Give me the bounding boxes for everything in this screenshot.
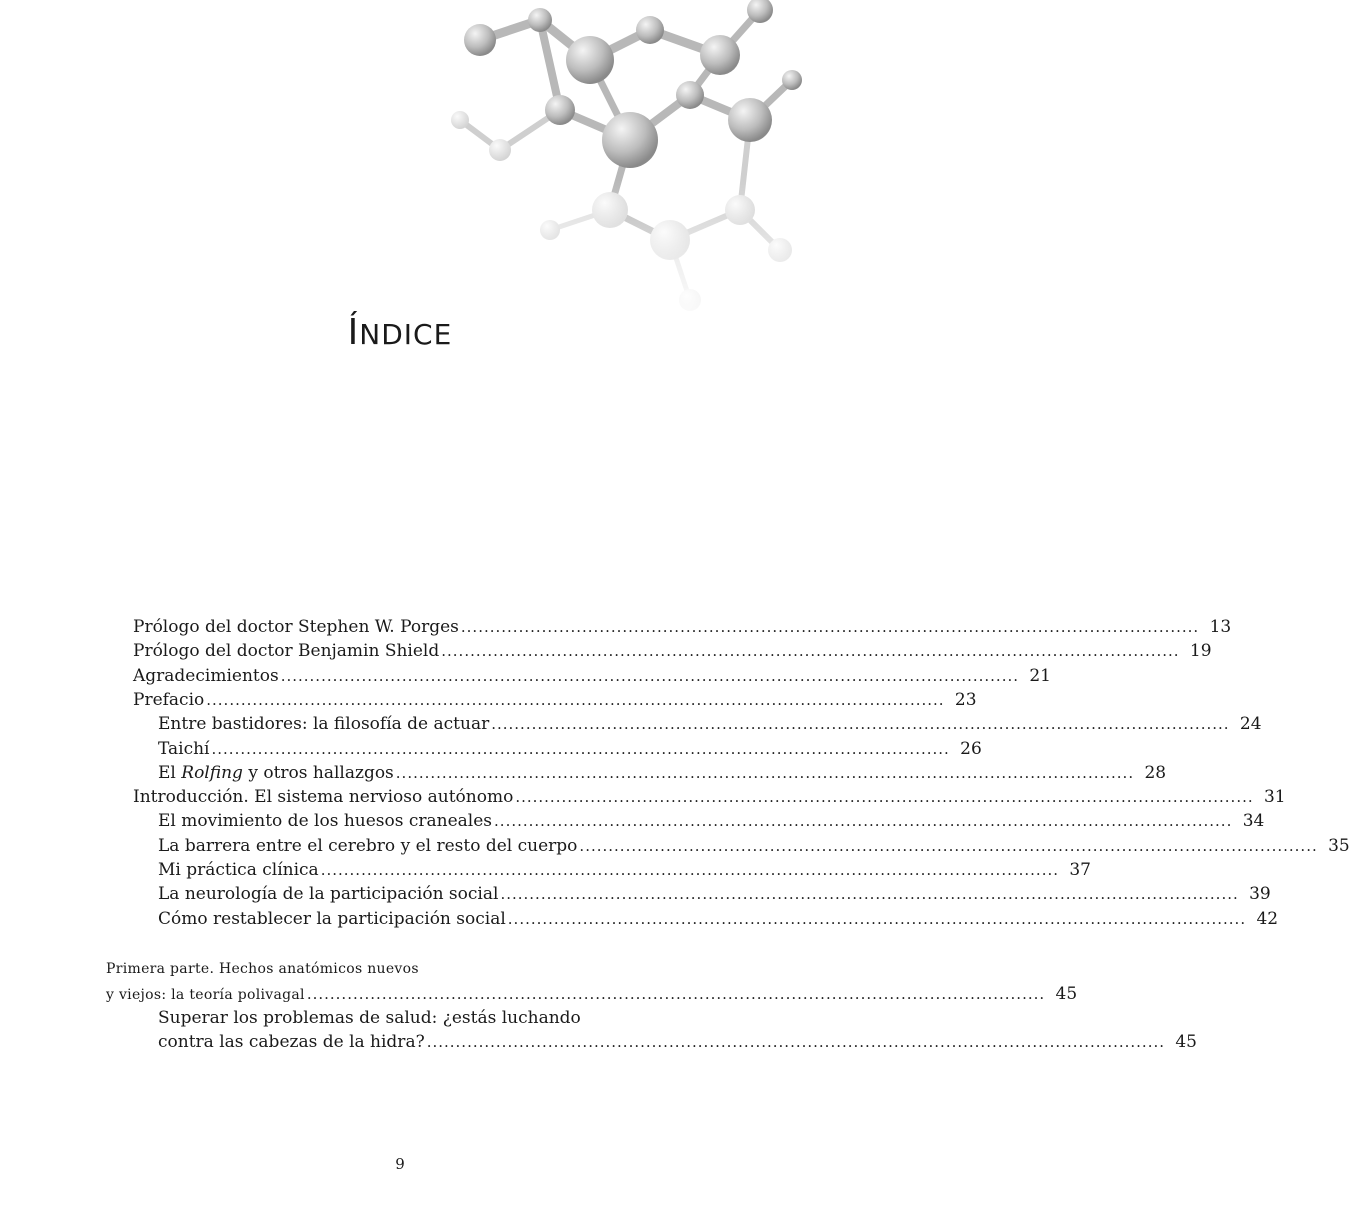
toc-entry-label-part: Rolfing (181, 762, 243, 783)
dot-leader: ................................................................................................................................ (507, 909, 1247, 928)
title-rest: NDICE (359, 318, 453, 351)
dot-leader: ................................................................................................................................ (500, 885, 1239, 904)
toc-entry[interactable] (158, 834, 1350, 858)
dot-leader: ................................................................................................................................ (395, 763, 1135, 782)
toc-page-number: 42 (1256, 908, 1279, 929)
dot-leader: ................................................................................................................................ (494, 812, 1233, 831)
toc-entry[interactable] (133, 664, 1051, 688)
toc-entry[interactable] (158, 907, 1279, 931)
dot-leader: ................................................................................................................................ (579, 836, 1318, 855)
toc-entry-label: Prólogo del doctor Stephen W. Porges (133, 617, 459, 637)
toc-page-number: 31 (1263, 787, 1286, 808)
toc-entry-label: Entre bastidores: la filosofía de actuar (158, 714, 490, 735)
toc-page-number: 45 (1175, 1032, 1197, 1052)
dot-leader: ................................................................................................................................ (441, 642, 1180, 661)
toc-entry[interactable] (158, 712, 1262, 736)
toc-entry-label: Cómo restablecer la participación social (158, 908, 506, 929)
toc-entry-label-part: y otros hallazgos (242, 762, 394, 783)
dot-leader: ................................................................................................................................ (211, 739, 950, 758)
toc-page-number: 37 (1069, 860, 1091, 880)
toc-entry[interactable] (158, 882, 1271, 906)
dot-leader: ................................................................................................................................ (306, 985, 1046, 1003)
page-title (0, 312, 800, 353)
dot-leader: ................................................................................................................................ (206, 690, 945, 709)
toc-entry-label: Mi práctica clínica (158, 860, 319, 880)
toc-entry[interactable] (133, 639, 1212, 663)
toc-entry-label: Introducción. El sistema nervioso autónomo (133, 787, 514, 808)
toc-entry[interactable] (133, 615, 1232, 639)
toc-page-number: 39 (1249, 884, 1271, 905)
toc-page-number: 24 (1239, 714, 1262, 735)
molecule-decoration (420, 0, 800, 330)
toc-entry-label: El movimiento de los huesos craneales (158, 811, 493, 832)
toc-entry-label (158, 761, 394, 785)
toc-page-number: 13 (1209, 617, 1232, 637)
toc-entry-label: Prólogo del doctor Benjamin Shield (133, 641, 440, 662)
toc-page-number: 23 (954, 689, 977, 710)
toc-page-number: 35 (1328, 835, 1350, 856)
toc-entry[interactable] (133, 688, 977, 712)
toc-entry-part-sub[interactable] (158, 1030, 1197, 1054)
dot-leader: ................................................................................................................................ (426, 1033, 1165, 1051)
toc-entry-label-part: El (158, 762, 182, 783)
dot-leader: ................................................................................................................................ (460, 618, 1200, 636)
toc-page-number: 28 (1144, 762, 1167, 783)
toc-entry-part[interactable] (106, 982, 1078, 1006)
toc-entry-label: Prefacio (133, 689, 205, 710)
dot-leader: ................................................................................................................................ (515, 788, 1254, 807)
toc-page-number: 34 (1242, 811, 1265, 832)
toc-entry[interactable] (158, 858, 1091, 882)
toc-page-number: 19 (1189, 641, 1212, 662)
toc-entry[interactable] (158, 737, 982, 761)
toc-entry[interactable] (133, 785, 1286, 809)
toc-page-number: 26 (960, 738, 982, 759)
dot-leader: ................................................................................................................................ (320, 861, 1059, 879)
dot-leader: ................................................................................................................................ (280, 666, 1019, 685)
part-heading-line-2: y viejos: la teoría polivagal (106, 987, 305, 1003)
toc-page-number: 21 (1029, 665, 1051, 686)
title-initial: Í (347, 312, 360, 353)
toc-entry[interactable] (158, 809, 1265, 833)
dot-leader: ................................................................................................................................ (491, 715, 1230, 734)
part-entry-line-2: contra las cabezas de la hidra? (158, 1032, 425, 1052)
toc-entry-label: Agradecimientos (133, 665, 279, 686)
toc-page-number: 45 (1055, 984, 1078, 1004)
part-heading-line-1: Primera parte. Hechos anatómicos nuevos (106, 961, 419, 977)
part-entry-line-1: Superar los problemas de salud: ¿estás luchando (158, 1008, 581, 1028)
toc-entry[interactable] (158, 761, 1167, 785)
page-number: 9 (395, 1155, 405, 1173)
toc-entry-label: La barrera entre el cerebro y el resto del cuerpo (158, 835, 578, 856)
toc-entry-label: Taichí (158, 738, 210, 759)
toc-entry-label: La neurología de la participación social (158, 884, 499, 905)
